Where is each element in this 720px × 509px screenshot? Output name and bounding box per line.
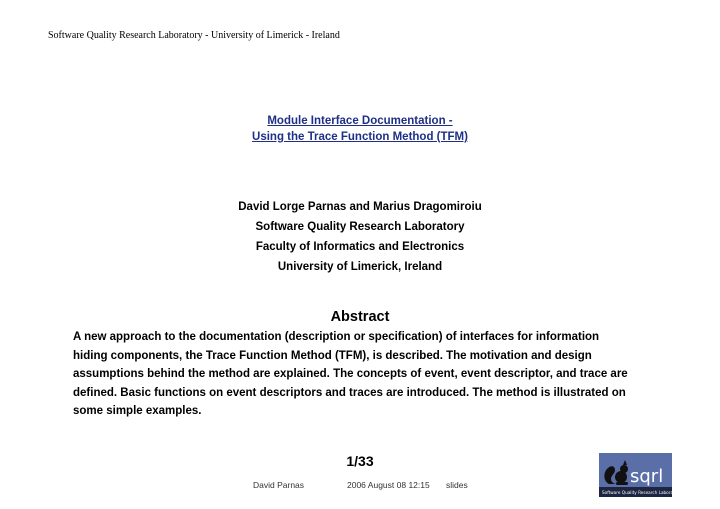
sqrl-logo [599,453,682,497]
authors-faculty: Faculty of Informatics and Electronics [255,241,465,253]
document-title[interactable] [0,113,720,145]
abstract-body [73,328,663,421]
author-block [0,199,720,279]
abstract-line: defined. Basic functions on event descriptors and traces are introduced. The method is illustrated on [73,386,626,399]
abstract-line: hiding components, the Trace Function Method (TFM), is described. The motivation and design [73,349,592,362]
logo-wordmark: sqrl [630,466,664,487]
abstract-line: A new approach to the documentation (description or specification) of interfaces for information [73,331,600,343]
authors-university: University of Limerick, Ireland [277,261,443,273]
logo-subtitle: Software Quality Research Laboratory [602,490,682,495]
abstract-heading: Abstract [330,309,390,325]
header-lab-line: Software Quality Research Laboratory - University of Limerick - Ireland [48,30,340,41]
title-line-2[interactable]: Using the Trace Function Method (TFM) [252,131,468,143]
authors-lab: Software Quality Research Laboratory [255,221,465,233]
footer-author: David Parnas [253,480,305,490]
abstract-line: some simple examples. [73,405,202,417]
sqrl-logo-graphic [599,453,682,497]
footer-date: 2006 August 08 12:15 [347,480,430,490]
page-number: 1/33 [346,453,374,469]
title-line-1[interactable]: Module Interface Documentation - [267,115,453,127]
authors-names: David Lorge Parnas and Marius Dragomiroiu [238,201,482,213]
footer-label: slides [446,480,468,490]
abstract-line: assumptions behind the method are explained. The concepts of event, event descriptor, and trace are [73,368,628,380]
